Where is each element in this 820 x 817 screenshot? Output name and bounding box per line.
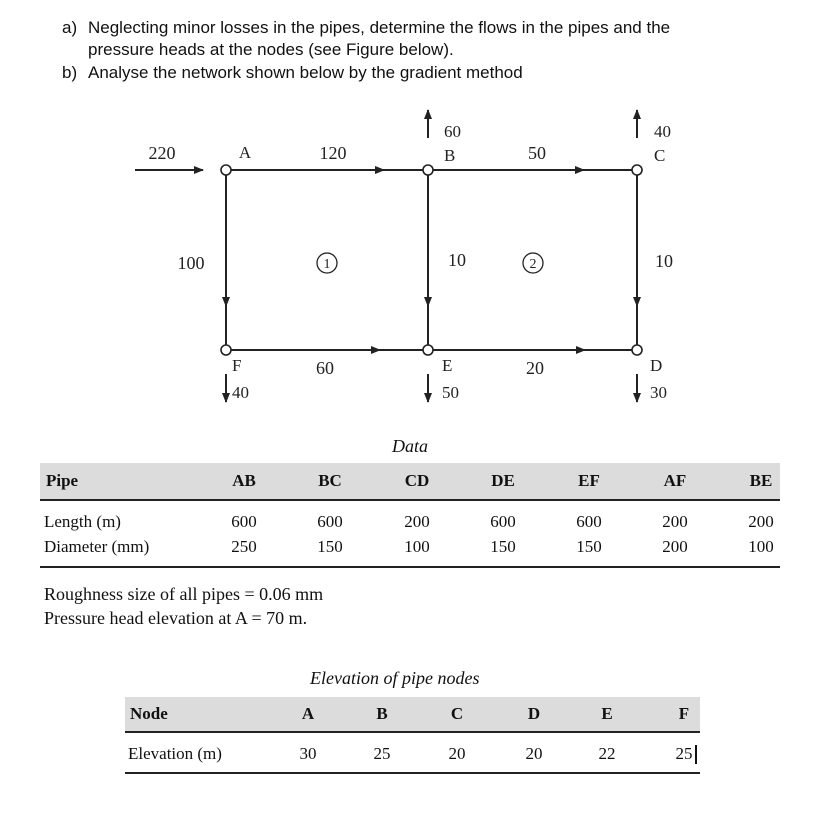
flow-ed-value: 20: [526, 358, 544, 378]
flow-be-value: 10: [448, 250, 466, 270]
data-table-header-ef: EF: [578, 471, 600, 490]
data-table-cell: 600: [317, 512, 343, 531]
data-table-cell: 200: [404, 512, 430, 531]
elevation-table-cell: 20: [525, 744, 543, 763]
elevation-table-cell: 20: [448, 744, 466, 763]
flow-bc-value: 50: [528, 143, 546, 163]
data-table-header-bc: BC: [318, 471, 342, 490]
data-table-header-ab: AB: [232, 471, 256, 490]
inflow-a-value: 220: [148, 143, 176, 163]
data-table-top-rule: [40, 499, 780, 501]
node-b-label: B: [444, 146, 456, 165]
data-table-cell: 600: [490, 512, 516, 531]
question-a-line1: Neglecting minor losses in the pipes, determine the flows in the pipes and the: [88, 18, 671, 37]
data-table-row-diameter-label: Diameter (mm): [44, 537, 150, 556]
question-b-line1: Analyse the network shown below by the gradient method: [88, 63, 523, 82]
node-c: [632, 165, 642, 175]
node-d: [632, 345, 642, 355]
loop-1-label: 1: [323, 257, 331, 272]
node-e: [423, 345, 433, 355]
elevation-table-cell: 22: [598, 744, 616, 763]
elevation-table-bottom-rule: [125, 772, 700, 774]
data-table-header-be: BE: [749, 471, 773, 490]
demand-c-value: 40: [654, 122, 671, 141]
data-table-header-cd: CD: [404, 471, 430, 490]
data-table-cell: 200: [662, 537, 688, 556]
node-e-label: E: [442, 356, 453, 375]
elevation-table-cell: 30: [299, 744, 317, 763]
elevation-table-row-label: Elevation (m): [128, 744, 222, 763]
flow-ab-value: 120: [319, 143, 347, 163]
node-a: [221, 165, 231, 175]
data-table-bottom-rule: [40, 566, 780, 568]
data-table-cell: 200: [748, 512, 774, 531]
data-table-cell: 150: [317, 537, 343, 556]
data-table-cell: 600: [231, 512, 257, 531]
node-f-label: F: [232, 356, 242, 375]
elevation-table-header-d: D: [527, 704, 541, 723]
text-cursor: [695, 745, 697, 764]
data-table-header-pipe: Pipe: [46, 471, 79, 490]
node-a-label: A: [238, 143, 252, 162]
elevation-table-header-c: C: [450, 704, 464, 723]
demand-d-value: 30: [650, 383, 667, 402]
elevation-table-cell: 25: [373, 744, 391, 763]
elevation-table-cell: 25: [675, 744, 693, 763]
demand-b-value: 60: [444, 122, 461, 141]
demand-e-value: 50: [442, 383, 459, 402]
roughness-note: Roughness size of all pipes = 0.06 mm: [44, 584, 324, 604]
data-table-cell: 250: [231, 537, 257, 556]
flow-fe-value: 60: [316, 358, 334, 378]
elevation-table-header-a: A: [301, 704, 315, 723]
loop-2-label: 2: [529, 257, 537, 272]
data-table-header-af: AF: [663, 471, 687, 490]
elevation-table-header-node: Node: [130, 704, 168, 723]
node-b: [423, 165, 433, 175]
data-table-cell: 200: [662, 512, 688, 531]
elevation-table-header-b: B: [376, 704, 388, 723]
flow-af-value: 100: [177, 253, 205, 273]
question-a-line2: pressure heads at the nodes (see Figure below).: [88, 40, 454, 59]
data-table-cell: 150: [490, 537, 516, 556]
elevation-table-top-rule: [125, 731, 700, 733]
data-table-header-de: DE: [491, 471, 515, 490]
data-table-caption: Data: [392, 436, 428, 456]
demand-f-value: 40: [232, 383, 249, 402]
elevation-table-header-f: F: [678, 704, 690, 723]
node-d-label: D: [650, 356, 663, 375]
pressure-head-note: Pressure head elevation at A = 70 m.: [44, 608, 308, 628]
node-c-label: C: [654, 146, 666, 165]
data-table-cell: 150: [576, 537, 602, 556]
question-a-marker: a): [62, 18, 78, 37]
data-table-row-length-label: Length (m): [44, 512, 121, 531]
node-f: [221, 345, 231, 355]
data-table-cell: 600: [576, 512, 602, 531]
elevation-table-caption: Elevation of pipe nodes: [310, 668, 480, 688]
flow-cd-value: 10: [655, 251, 673, 271]
data-table-cell: 100: [404, 537, 430, 556]
data-table-cell: 100: [748, 537, 774, 556]
question-b-marker: b): [62, 63, 78, 82]
elevation-table-header-e: E: [601, 704, 613, 723]
